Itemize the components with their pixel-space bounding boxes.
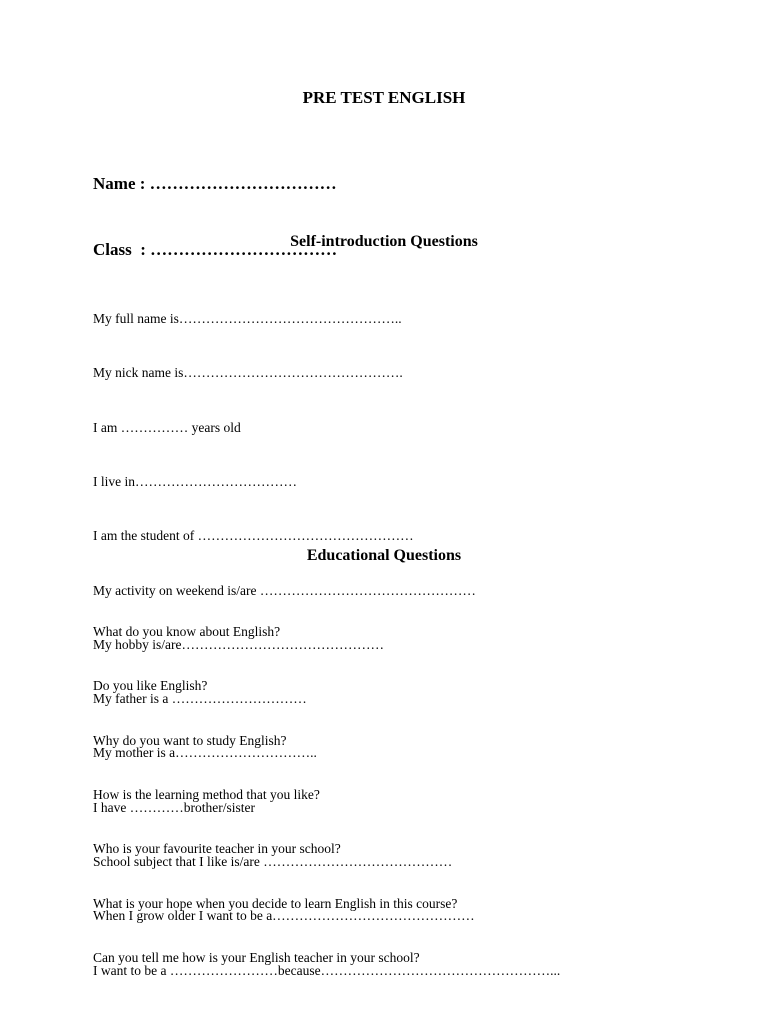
list-item: I am …………… years old <box>93 419 241 435</box>
list-item: My full name is………………………………………….. <box>93 311 402 327</box>
document-title: PRE TEST ENGLISH <box>302 88 466 107</box>
list-item: My father is a ………………………… <box>93 691 307 707</box>
list-item: My mother is a………………………….. <box>93 745 317 761</box>
list-item: School subject that I like is/are …………………………………… <box>93 854 453 869</box>
self-introduction-heading: Self-introduction Questions <box>290 233 478 250</box>
list-item: What do you know about English? <box>93 624 281 640</box>
list-item: Why do you want to study English? <box>93 732 287 748</box>
list-item: How is the learning method that you like? <box>93 787 320 803</box>
educational-questions-heading: Educational Questions <box>306 547 462 564</box>
list-item: Can you tell me how is your English teacher in your school? <box>93 949 420 965</box>
list-item: My nick name is…………………………………………. <box>93 365 403 381</box>
name-field: Name : …………………………… <box>93 174 337 193</box>
list-item: My activity on weekend is/are ………………………………………… <box>93 582 476 598</box>
educational-questions-list <box>93 587 457 1003</box>
class-field: Class : …………………………… <box>93 240 338 259</box>
list-item: Who is your favourite teacher in your school? <box>93 841 341 857</box>
list-item: What is your hope when you decide to learn English in this course? <box>93 895 458 911</box>
list-item: I live in……………………………… <box>93 474 297 490</box>
list-item: I have …………brother/sister <box>93 799 255 815</box>
list-item: I am the student of ………………………………………… <box>93 528 414 544</box>
list-item: I want to be a ……………………because……………………………………………... <box>93 962 561 978</box>
list-item: When I grow older I want to be a……………………………………… <box>93 908 475 924</box>
list-item: Do you like English? <box>93 678 208 694</box>
list-item: My hobby is/are……………………………………… <box>93 636 384 652</box>
